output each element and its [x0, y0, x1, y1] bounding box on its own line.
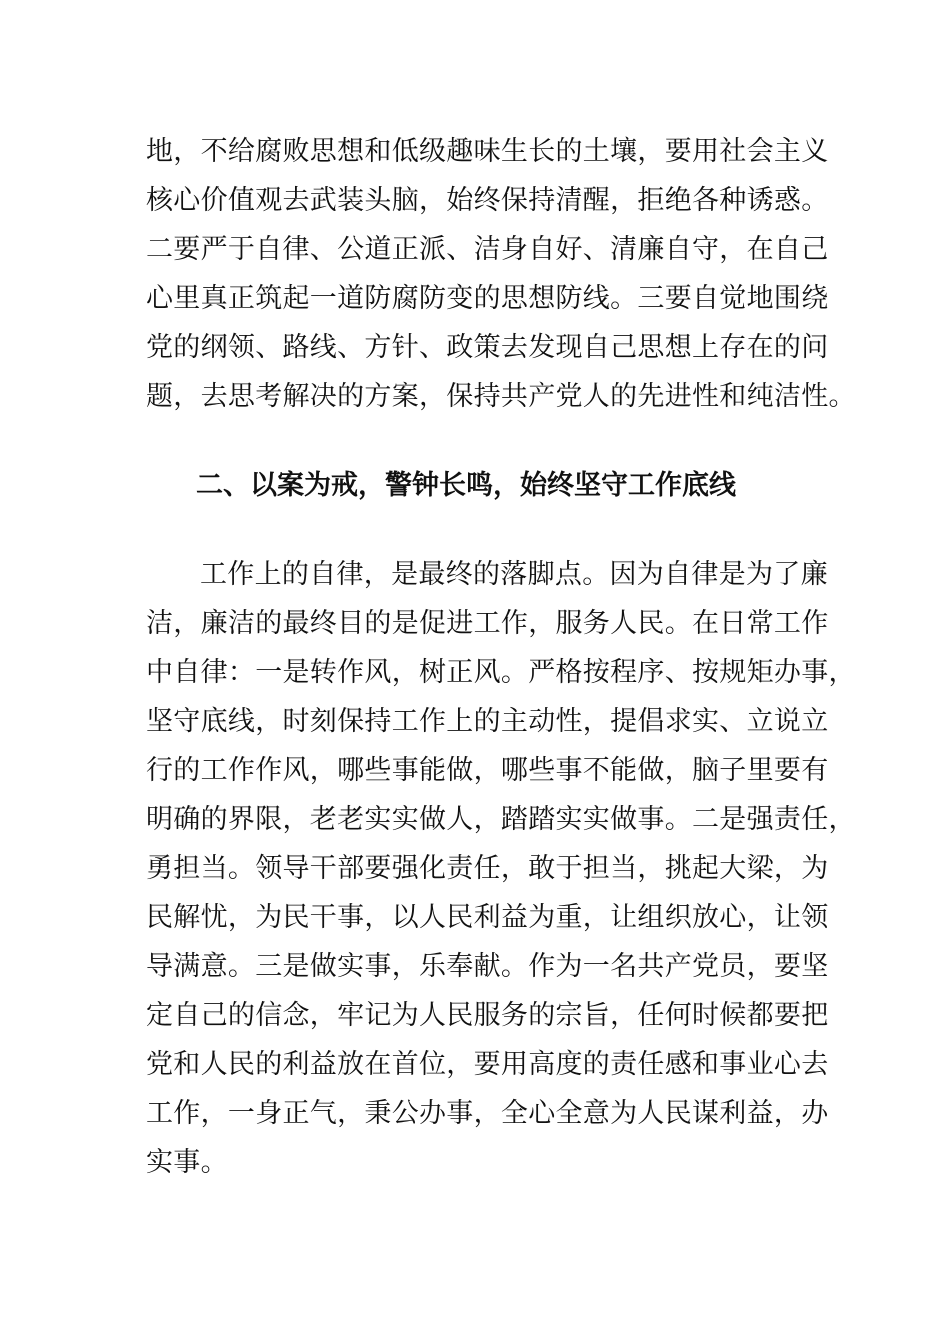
- text-line: 核心价值观去武装头脑，始终保持清醒，拒绝各种诱惑。: [146, 185, 829, 216]
- text-line: 二要严于自律、公道正派、洁身自好、清廉自守，在自己: [146, 234, 829, 265]
- text-line: 明确的界限，老老实实做人，踏踏实实做事。二是强责任，: [146, 804, 856, 835]
- text-line: 心里真正筑起一道防腐防变的思想防线。三要自觉地围绕: [146, 283, 829, 314]
- text-line: 实事。: [146, 1147, 228, 1178]
- text-line: 题，去思考解决的方案，保持共产党人的先进性和纯洁性。: [146, 381, 856, 412]
- text-line: 坚守底线，时刻保持工作上的主动性，提倡求实、立说立: [146, 706, 829, 737]
- text-line: 工作，一身正气，秉公办事，全心全意为人民谋利益，办: [146, 1098, 829, 1129]
- text-line: 洁，廉洁的最终目的是促进工作，服务人民。在日常工作: [146, 608, 829, 639]
- text-line: 定自己的信念，牢记为人民服务的宗旨，任何时候都要把: [146, 1000, 829, 1031]
- text-line: 党的纲领、路线、方针、政策去发现自己思想上存在的问: [146, 332, 829, 363]
- text-line: 地，不给腐败思想和低级趣味生长的土壤，要用社会主义: [146, 136, 829, 167]
- text-line: 民解忧，为民干事，以人民利益为重，让组织放心，让领: [146, 902, 829, 933]
- text-line: 导满意。三是做实事，乐奉献。作为一名共产党员，要坚: [146, 951, 829, 982]
- text-line: 勇担当。领导干部要强化责任，敢于担当，挑起大梁，为: [146, 853, 829, 884]
- text-line: 党和人民的利益放在首位，要用高度的责任感和事业心去: [146, 1049, 829, 1080]
- text-line: 工作上的自律，是最终的落脚点。因为自律是为了廉: [200, 559, 828, 590]
- text-line: 中自律：一是转作风，树正风。严格按程序、按规矩办事，: [146, 657, 856, 688]
- text-line: 行的工作作风，哪些事能做，哪些事不能做，脑子里要有: [146, 755, 829, 786]
- section-heading: 二、以案为戒，警钟长鸣，始终坚守工作底线: [196, 470, 736, 501]
